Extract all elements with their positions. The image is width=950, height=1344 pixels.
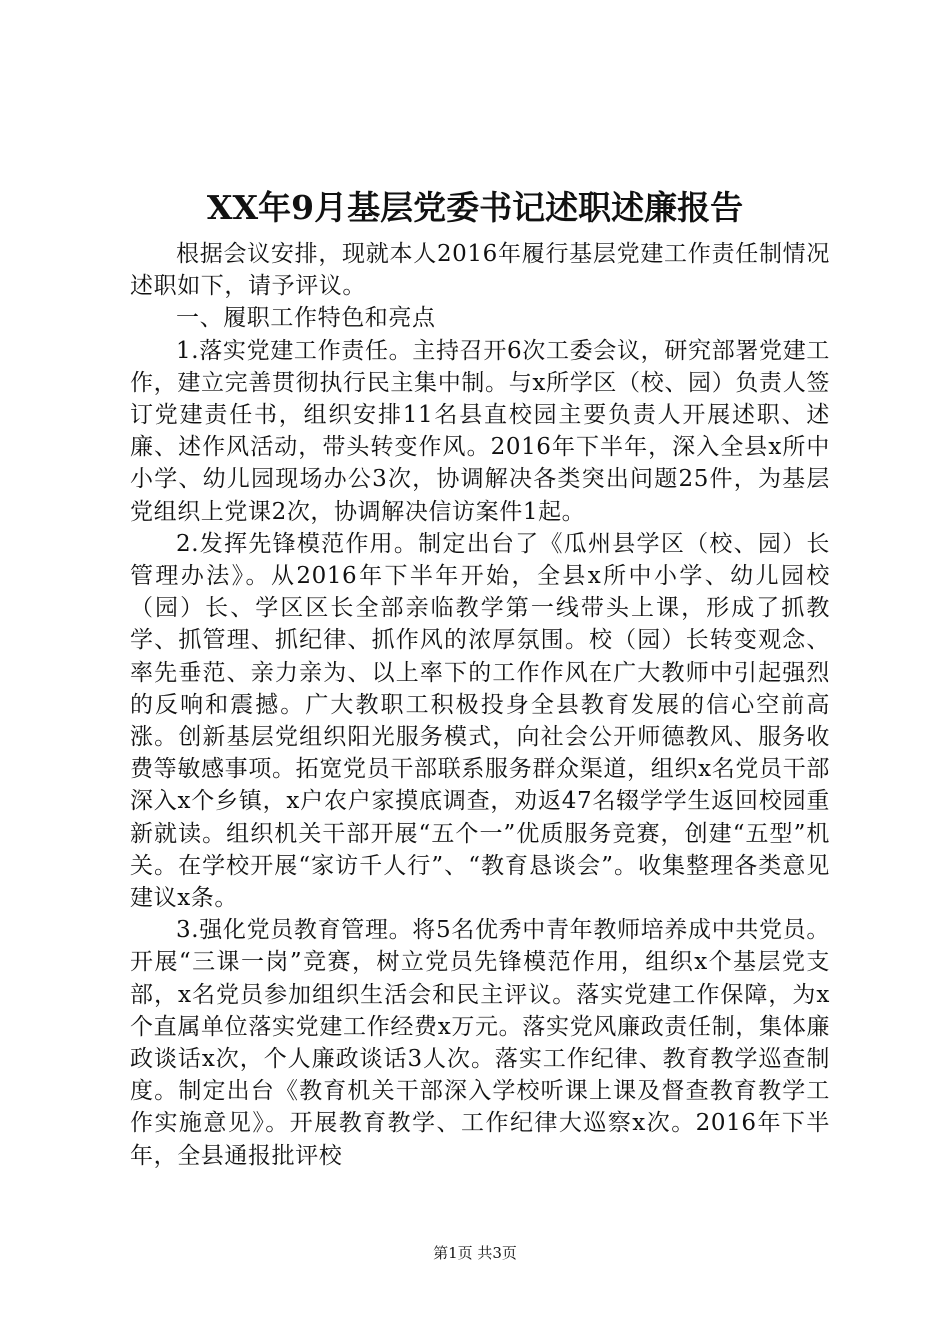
paragraph-item-1: 1.落实党建工作责任。主持召开6次工委会议，研究部署党建工作，建立完善贯彻执行民主集中制。与x所学区（校、园）负责人签订党建责任书，组织安排11名县直校园主要负责人开展述职、述廉、述作风活动，带头转变作风。2016年下半年，深入全县x所中小学、幼儿园现场办公3次，协调解决各类突出问题25件，为基层党组织上党课2次，协调解决信访案件1起。	[130, 337, 830, 525]
section-heading: 一、履职工作特色和亮点	[176, 305, 436, 332]
page-title: XX年9月基层党委书记述职述廉报告	[206, 188, 744, 227]
paragraph-item-2: 2.发挥先锋模范作用。制定出台了《瓜州县学区（校、园）长管理办法》。从2016年下半年开始，全县x所中小学、幼儿园校（园）长、学区区长全部亲临教学第一线带头上课，形成了抓教学、抓管理、抓纪律、抓作风的浓厚氛围。校（园）长转变观念、率先垂范、亲力亲为、以上率下的工作作风在广大教师中引起强烈的反响和震撼。广大教职工积极投身全县教育发展的信心空前高涨。创新基层党组织阳光服务模式，向社会公开师德教风、服务收费等敏感事项。拓宽党员干部联系服务群众渠道，组织x名党员干部深入x个乡镇，x户农户家摸底调查，劝返47名辍学学生返回校园重新就读。组织机关干部开展“五个一”优质服务竞赛，创建“五型”机关。在学校开展“家访千人行”、“教育恳谈会”。收集整理各类意见建议x条。	[130, 530, 830, 912]
paragraph-item-3: 3.强化党员教育管理。将5名优秀中青年教师培养成中共党员。开展“三课一岗”竞赛，树立党员先锋模范作用，组织x个基层党支部，x名党员参加组织生活会和民主评议。落实党建工作保障，为x个直属单位落实党建工作经费x万元。落实党风廉政责任制，集体廉政谈话x次，个人廉政谈话3人次。落实工作纪律、教育教学巡查制度。制定出台《教育机关干部深入学校听课上课及督查教育教学工作实施意见》。开展教育教学、工作纪律大巡察x次。2016年下半年，全县通报批评校	[130, 917, 830, 1169]
page-footer: 第1页 共3页	[433, 1244, 517, 1262]
paragraph-intro: 根据会议安排，现就本人2016年履行基层党建工作责任制情况述职如下，请予评议。	[130, 241, 830, 300]
document-body	[130, 238, 830, 1172]
